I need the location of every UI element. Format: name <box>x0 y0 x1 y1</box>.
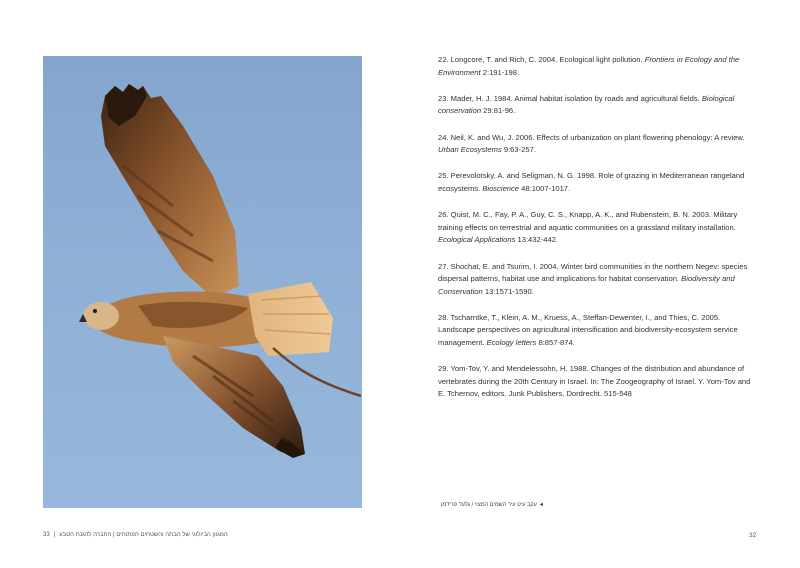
reference-item: 24. Neil, K. and Wu, J. 2006. Effects of urbanization on plant flowering phenology: A review. Urban Ecosystems 9:63-257. <box>438 132 745 155</box>
reference-item: 26. Quist, M. C., Fay, P. A., Guy, C. S., Knapp, A. K., and Rubenstein, B. N. 2003. Military training effects on terrestrial and aquatic communities on a grassland military installation. Ecological Applications 13:432-442. <box>438 210 738 245</box>
reference-item: 28. Tscharntke, T., Klein, A. M., Kruess, A., Steffan-Dewenter, I., and Thies, C. 2005. Landscape perspectives on agricultural intensification and biodiversity-ecosystem service management. Ecology letters 8:857-874. <box>438 312 738 348</box>
reference-item: 23. Mader, H. J. 1984. Animal habitat isolation by roads and agricultural fields. Biological conservation 29:81-96. <box>438 93 735 116</box>
running-footer: המגוון הביולוגי של הבתה והשטחים הפתוחים | החברה להגנת הטבע <box>59 532 228 538</box>
left-page-footer <box>43 532 228 538</box>
reference-item: 27. Shochat, E. and Tsurim, I. 2004. Winter bird communities in the northern Negev: species dispersal patterns, habitat use and implications for habitat conservation. Biodiversity and Conservation 13:1571-1590. <box>438 261 748 296</box>
footer-separator: | <box>53 532 56 538</box>
reference-item: 29. Yom-Tov, Y. and Mendelessohn, H. 1988. Changes of the distribution and abundance of vertebrates during the 20th Century in Israel. In: The Zoogeography of Israel. Y. Yom-Tov and E. Tchernov, editors. Junk Publishers, Dordrecht. 515-548 <box>438 364 751 399</box>
raptor-photo <box>43 56 362 508</box>
raptor-illustration <box>43 56 362 508</box>
left-page-number: 33 <box>43 532 50 538</box>
reference-item: 22. Longcore, T. and Rich, C. 2004. Ecological light pollution. Frontiers in Ecology and the Environment 2:191-198. <box>438 55 740 77</box>
photo-credit: ◄ עקב עיט עיר השמים המצוי / גלעד פרידמן <box>440 502 544 508</box>
right-page-number: 32 <box>749 532 757 539</box>
references-list <box>438 54 756 415</box>
reference-item: 25. Perevolotsky, A. and Seligman, N. G. 1998. Role of grazing in Mediterranean rangeland ecosystems. Bioscience 48:1007-1017. <box>438 171 745 193</box>
